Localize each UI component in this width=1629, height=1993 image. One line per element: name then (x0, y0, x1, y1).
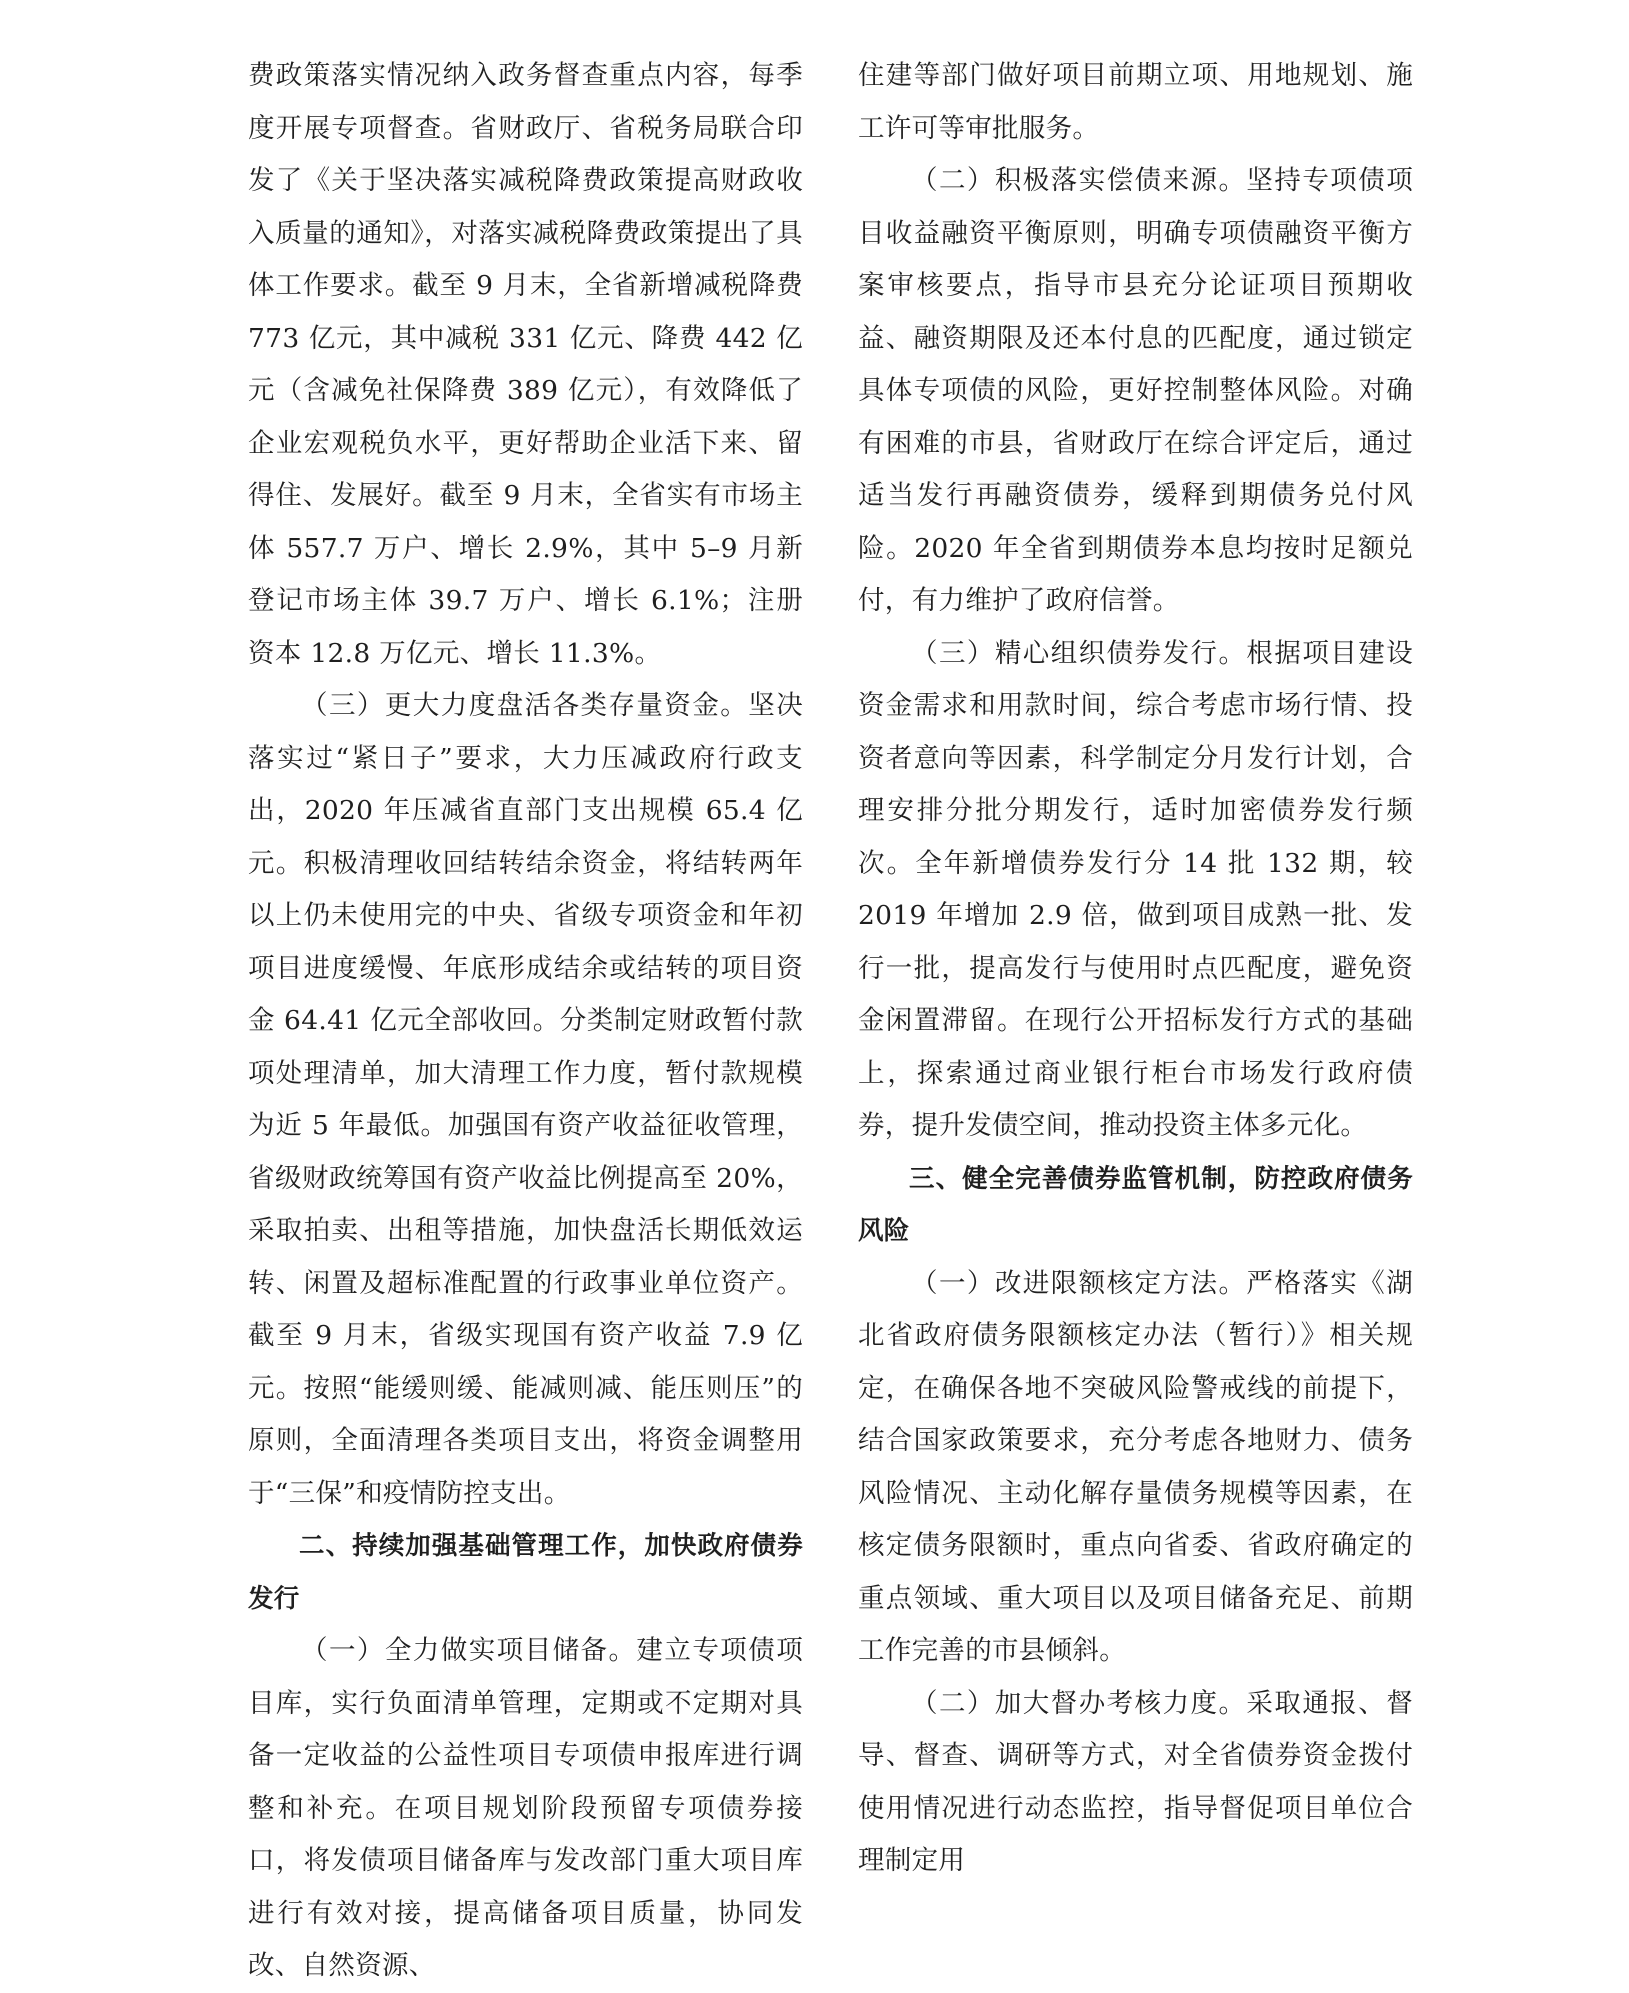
right-column (858, 50, 1413, 1888)
left-column (248, 50, 803, 1993)
section-heading-2: 二、持续加强基础管理工作，加快政府债券发行 (248, 1531, 803, 1614)
paragraph-tax-fee-reduction: 费政策落实情况纳入政务督查重点内容，每季度开展专项督查。省财政厅、省税务局联合印发了《关于坚决落实减税降费政策提高财政收入质量的通知》，对落实减税降费政策提出了具体工作要求。截至 9 月末，全省新增减税降费 773 亿元，其中减税 331 亿元、降费 442 亿元（含减免社保降费 389 亿元），有效降低了企业宏观税负水平，更好帮助企业活下来、留得住、发展好。截至 9 月末，全省实有市场主体 557.7 万户、增长 2.9%，其中 5–9 月新登记市场主体 39.7 万户、增长 6.1%；注册资本 12.8 万亿元、增长 11.3%。 (248, 60, 803, 669)
paragraph-revitalize-funds: （三）更大力度盘活各类存量资金。坚决落实过“紧日子”要求，大力压减政府行政支出，2020 年压减省直部门支出规模 65.4 亿元。积极清理收回结转结余资金，将结转两年以上仍未使用完的中央、省级专项资金和年初项目进度缓慢、年底形成结余或结转的项目资金 64.41 亿元全部收回。分类制定财政暂付款项处理清单，加大清理工作力度，暂付款规模为近 5 年最低。加强国有资产收益征收管理，省级财政统筹国有资产收益比例提高至 20%，采取拍卖、出租等措施，加快盘活长期低效运转、闲置及超标准配置的行政事业单位资产。截至 9 月末，省级实现国有资产收益 7.9 亿元。按照“能缓则缓、能减则减、能压则压”的原则，全面清理各类项目支出，将资金调整用于“三保”和疫情防控支出。 (248, 690, 803, 1509)
section-heading-3: 三、健全完善债券监管机制，防控政府债务风险 (858, 1163, 1413, 1246)
paragraph-supervision: （二）加大督办考核力度。采取通报、督导、督查、调研等方式，对全省债券资金拨付使用情况进行动态监控，指导督促项目单位合理制定用 (858, 1687, 1413, 1876)
paragraph-approval-services: 住建等部门做好项目前期立项、用地规划、施工许可等审批服务。 (858, 60, 1413, 144)
paragraph-bond-issuance: （三）精心组织债券发行。根据项目建设资金需求和用款时间，综合考虑市场行情、投资者意向等因素，科学制定分月发行计划，合理安排分批分期发行，适时加密债券发行频次。全年新增债券发行分 14 批 132 期，较 2019 年增加 2.9 倍，做到项目成熟一批、发行一批，提高发行与使用时点匹配度，避免资金闲置滞留。在现行公开招标发行方式的基础上，探索通过商业银行柜台市场发行政府债券，提升发债空间，推动投资主体多元化。 (858, 637, 1413, 1141)
paragraph-repayment-sources: （二）积极落实偿债来源。坚持专项债项目收益融资平衡原则，明确专项债融资平衡方案审核要点，指导市县充分论证项目预期收益、融资期限及还本付息的匹配度，通过锁定具体专项债的风险，更好控制整体风险。对确有困难的市县，省财政厅在综合评定后，通过适当发行再融资债券，缓释到期债务兑付风险。2020 年全省到期债券本息均按时足额兑付，有力维护了政府信誉。 (858, 165, 1413, 616)
paragraph-quota-method: （一）改进限额核定方法。严格落实《湖北省政府债务限额核定办法（暂行）》相关规定，在确保各地不突破风险警戒线的前提下，结合国家政策要求，充分考虑各地财力、债务风险情况、主动化解存量债务规模等因素，在核定债务限额时，重点向省委、省政府确定的重点领域、重大项目以及项目储备充足、前期工作完善的市县倾斜。 (858, 1267, 1413, 1666)
paragraph-project-reserve: （一）全力做实项目储备。建立专项债项目库，实行负面清单管理，定期或不定期对具备一定收益的公益性项目专项债申报库进行调整和补充。在项目规划阶段预留专项债券接口，将发债项目储备库与发改部门重大项目库进行有效对接，提高储备项目质量，协同发改、自然资源、 (248, 1635, 803, 1981)
